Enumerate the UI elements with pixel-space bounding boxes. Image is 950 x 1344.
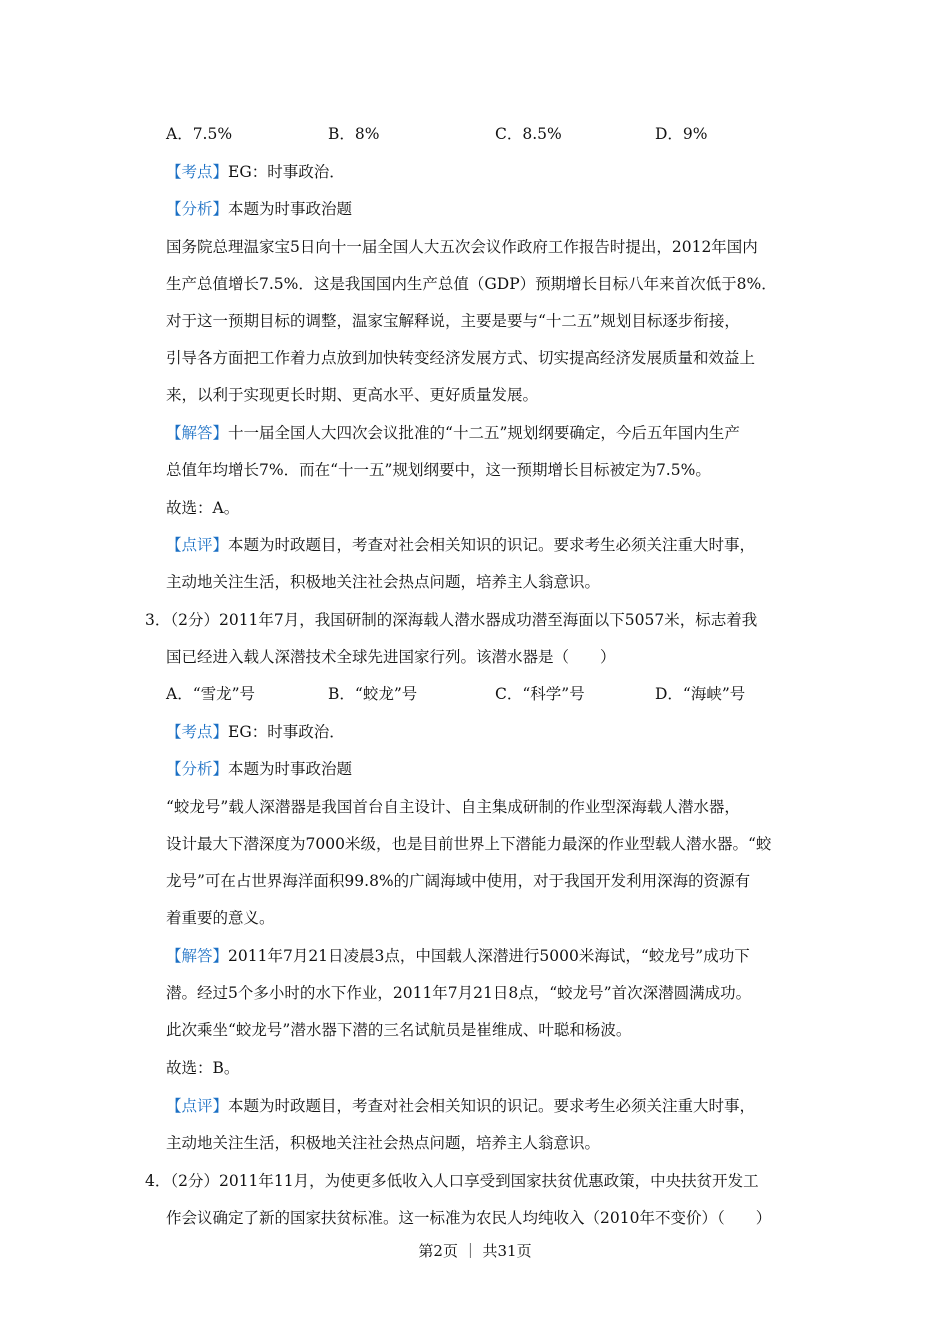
dianping-text: 本题为时政题目，考查对社会相关知识的识记。要求考生必须关注重大时事， bbox=[228, 536, 756, 554]
q3-option-b: B．“蛟龙”号 bbox=[328, 685, 418, 703]
q3-analysis-line: 龙号”可在占世界海洋面积99.8%的广阔海域中使用，对于我国开发利用深海的资源有 bbox=[166, 872, 751, 890]
dianping-tag: 【点评】 bbox=[166, 536, 229, 554]
kaodian-tag: 【考点】 bbox=[166, 723, 229, 741]
dianping-text: 本题为时政题目，考查对社会相关知识的识记。要求考生必须关注重大时事， bbox=[228, 1097, 756, 1115]
q3-analysis-line: 着重要的意义。 bbox=[166, 909, 275, 927]
q2-dianping-line: 主动地关注生活，积极地关注社会热点问题，培养主人翁意识。 bbox=[166, 573, 601, 591]
q2-analysis-line: 对于这一预期目标的调整，温家宝解释说，主要是要与“十二五”规划目标逐步衔接， bbox=[166, 312, 740, 330]
q2-option-b: B．8% bbox=[328, 125, 380, 143]
q3-option-d: D．“海峡”号 bbox=[655, 685, 746, 703]
q3-answer: 故选：B。 bbox=[166, 1059, 240, 1077]
q2-jieda-line: 总值年均增长7%．而在“十一五”规划纲要中，这一预期增长目标被定为7.5%。 bbox=[166, 461, 711, 479]
q2-analysis-line: 引导各方面把工作着力点放到加快转变经济发展方式、切实提高经济发展质量和效益上 bbox=[166, 349, 756, 367]
q3-stem-line: 国已经进入载人深潜技术全球先进国家行列。该潜水器是（ ） bbox=[166, 648, 616, 666]
q2-jieda bbox=[166, 423, 740, 443]
q3-analysis-line: 设计最大下潜深度为7000米级，也是目前世界上下潜能力最深的作业型载人潜水器。“蛟 bbox=[166, 835, 772, 853]
q4-stem-line: 作会议确定了新的国家扶贫标准。这一标准为农民人均纯收入（2010年不变价）（ ） bbox=[166, 1209, 772, 1227]
fenxi-tag: 【分析】 bbox=[166, 760, 229, 778]
q3-analysis-line: “蛟龙号”载人深潜器是我国首台自主设计、自主集成研制的作业型深海载人潜水器， bbox=[166, 798, 740, 816]
q3-jieda bbox=[166, 946, 750, 966]
q2-analysis-line: 生产总值增长7.5%．这是我国国内生产总值（GDP）预期增长目标八年来首次低于8%． bbox=[166, 275, 777, 293]
jieda-tag: 【解答】 bbox=[166, 424, 229, 442]
q3-stem: 3．（2分）2011年7月，我国研制的深海载人潜水器成功潜至海面以下5057米，标志着我 bbox=[145, 611, 758, 629]
q3-kaodian bbox=[166, 722, 345, 742]
jieda-tag: 【解答】 bbox=[166, 947, 229, 965]
q2-option-d: D．9% bbox=[655, 125, 708, 143]
jieda-text: 2011年7月21日凌晨3点，中国载人深潜进行5000米海试，“蛟龙号”成功下 bbox=[228, 947, 750, 965]
q2-kaodian bbox=[166, 162, 345, 182]
kaodian-text: EG：时事政治． bbox=[228, 163, 345, 181]
q3-jieda-line: 此次乘坐“蛟龙号”潜水器下潜的三名试航员是崔维成、叶聪和杨波。 bbox=[166, 1021, 632, 1039]
fenxi-text: 本题为时事政治题 bbox=[228, 760, 353, 778]
q3-option-c: C．“科学”号 bbox=[495, 685, 585, 703]
q2-dianping bbox=[166, 535, 755, 555]
fenxi-text: 本题为时事政治题 bbox=[228, 200, 353, 218]
kaodian-text: EG：时事政治． bbox=[228, 723, 345, 741]
q2-analysis-line: 国务院总理温家宝5日向十一届全国人大五次会议作政府工作报告时提出，2012年国内 bbox=[166, 238, 758, 256]
q3-jieda-line: 潜。经过5个多小时的水下作业，2011年7月21日8点，“蛟龙号”首次深潜圆满成功。 bbox=[166, 984, 752, 1002]
kaodian-tag: 【考点】 bbox=[166, 163, 229, 181]
q2-answer: 故选：A。 bbox=[166, 499, 240, 517]
q3-dianping-line: 主动地关注生活，积极地关注社会热点问题，培养主人翁意识。 bbox=[166, 1134, 601, 1152]
q3-dianping bbox=[166, 1096, 755, 1116]
q3-option-a: A．“雪龙”号 bbox=[166, 685, 256, 703]
q2-fenxi bbox=[166, 199, 352, 219]
q2-option-a: A．7.5% bbox=[166, 125, 233, 143]
page-footer: 第2页 ｜ 共31页 bbox=[418, 1242, 532, 1260]
q2-option-c: C．8.5% bbox=[495, 125, 562, 143]
q4-stem: 4．（2分）2011年11月，为使更多低收入人口享受到国家扶贫优惠政策，中央扶贫开发工 bbox=[145, 1172, 759, 1190]
q3-fenxi bbox=[166, 759, 352, 779]
dianping-tag: 【点评】 bbox=[166, 1097, 229, 1115]
fenxi-tag: 【分析】 bbox=[166, 200, 229, 218]
jieda-text: 十一届全国人大四次会议批准的“十二五”规划纲要确定，今后五年国内生产 bbox=[228, 424, 740, 442]
q2-analysis-line: 来，以利于实现更长时期、更高水平、更好质量发展。 bbox=[166, 386, 539, 404]
